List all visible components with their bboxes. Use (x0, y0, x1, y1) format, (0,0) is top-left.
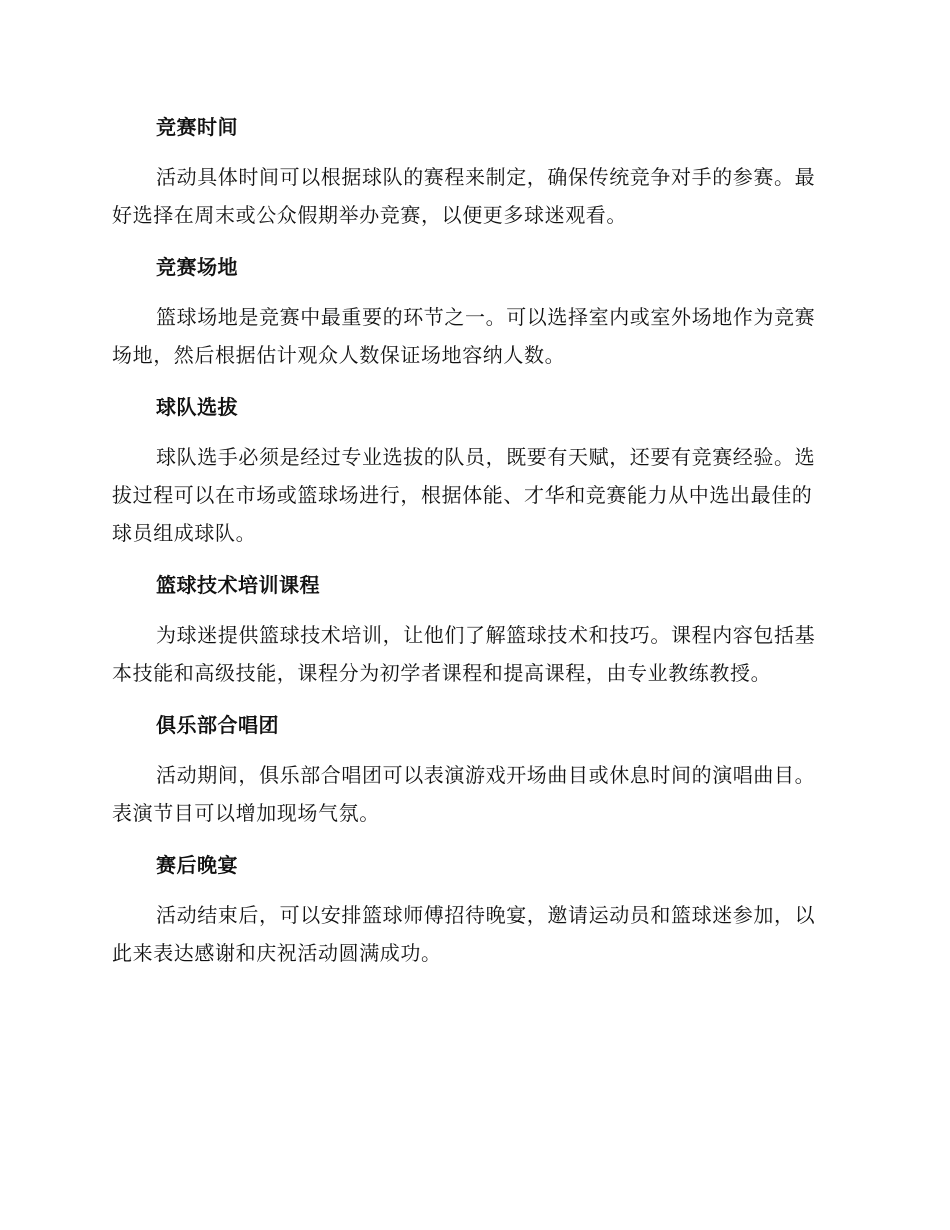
section-competition-time (112, 106, 832, 234)
section-post-game-dinner (112, 844, 832, 972)
section-paragraph: 为球迷提供篮球技术培训，让他们了解篮球技术和技巧。课程内容包括基本技能和高级技能，课程分为初学者课程和提高课程，由专业教练教授。 (112, 623, 816, 685)
section-heading: 赛后晚宴 (156, 853, 238, 877)
section-competition-venue (112, 246, 832, 374)
section-team-selection (112, 386, 832, 552)
section-paragraph: 活动结束后，可以安排篮球师傅招待晚宴，邀请运动员和篮球迷参加，以此来表达感谢和庆祝活动圆满成功。 (112, 903, 816, 965)
section-heading: 竞赛时间 (156, 115, 238, 139)
section-heading: 竞赛场地 (156, 255, 238, 279)
section-heading: 俱乐部合唱团 (156, 713, 279, 737)
section-paragraph: 活动具体时间可以根据球队的赛程来制定，确保传统竞争对手的参赛。最好选择在周末或公众假期举办竞赛，以便更多球迷观看。 (112, 165, 816, 227)
section-paragraph: 球队选手必须是经过专业选拔的队员，既要有天赋，还要有竞赛经验。选拔过程可以在市场或篮球场进行，根据体能、才华和竞赛能力从中选出最佳的球员组成球队。 (112, 445, 816, 545)
section-paragraph: 篮球场地是竞赛中最重要的环节之一。可以选择室内或室外场地作为竞赛场地，然后根据估计观众人数保证场地容纳人数。 (112, 305, 816, 367)
section-heading: 篮球技术培训课程 (156, 573, 320, 597)
document-content (112, 106, 832, 984)
section-paragraph: 活动期间，俱乐部合唱团可以表演游戏开场曲目或休息时间的演唱曲目。表演节目可以增加现场气氛。 (112, 763, 816, 825)
section-club-choir (112, 704, 832, 832)
section-training-course (112, 564, 832, 692)
section-heading: 球队选拔 (156, 395, 238, 419)
